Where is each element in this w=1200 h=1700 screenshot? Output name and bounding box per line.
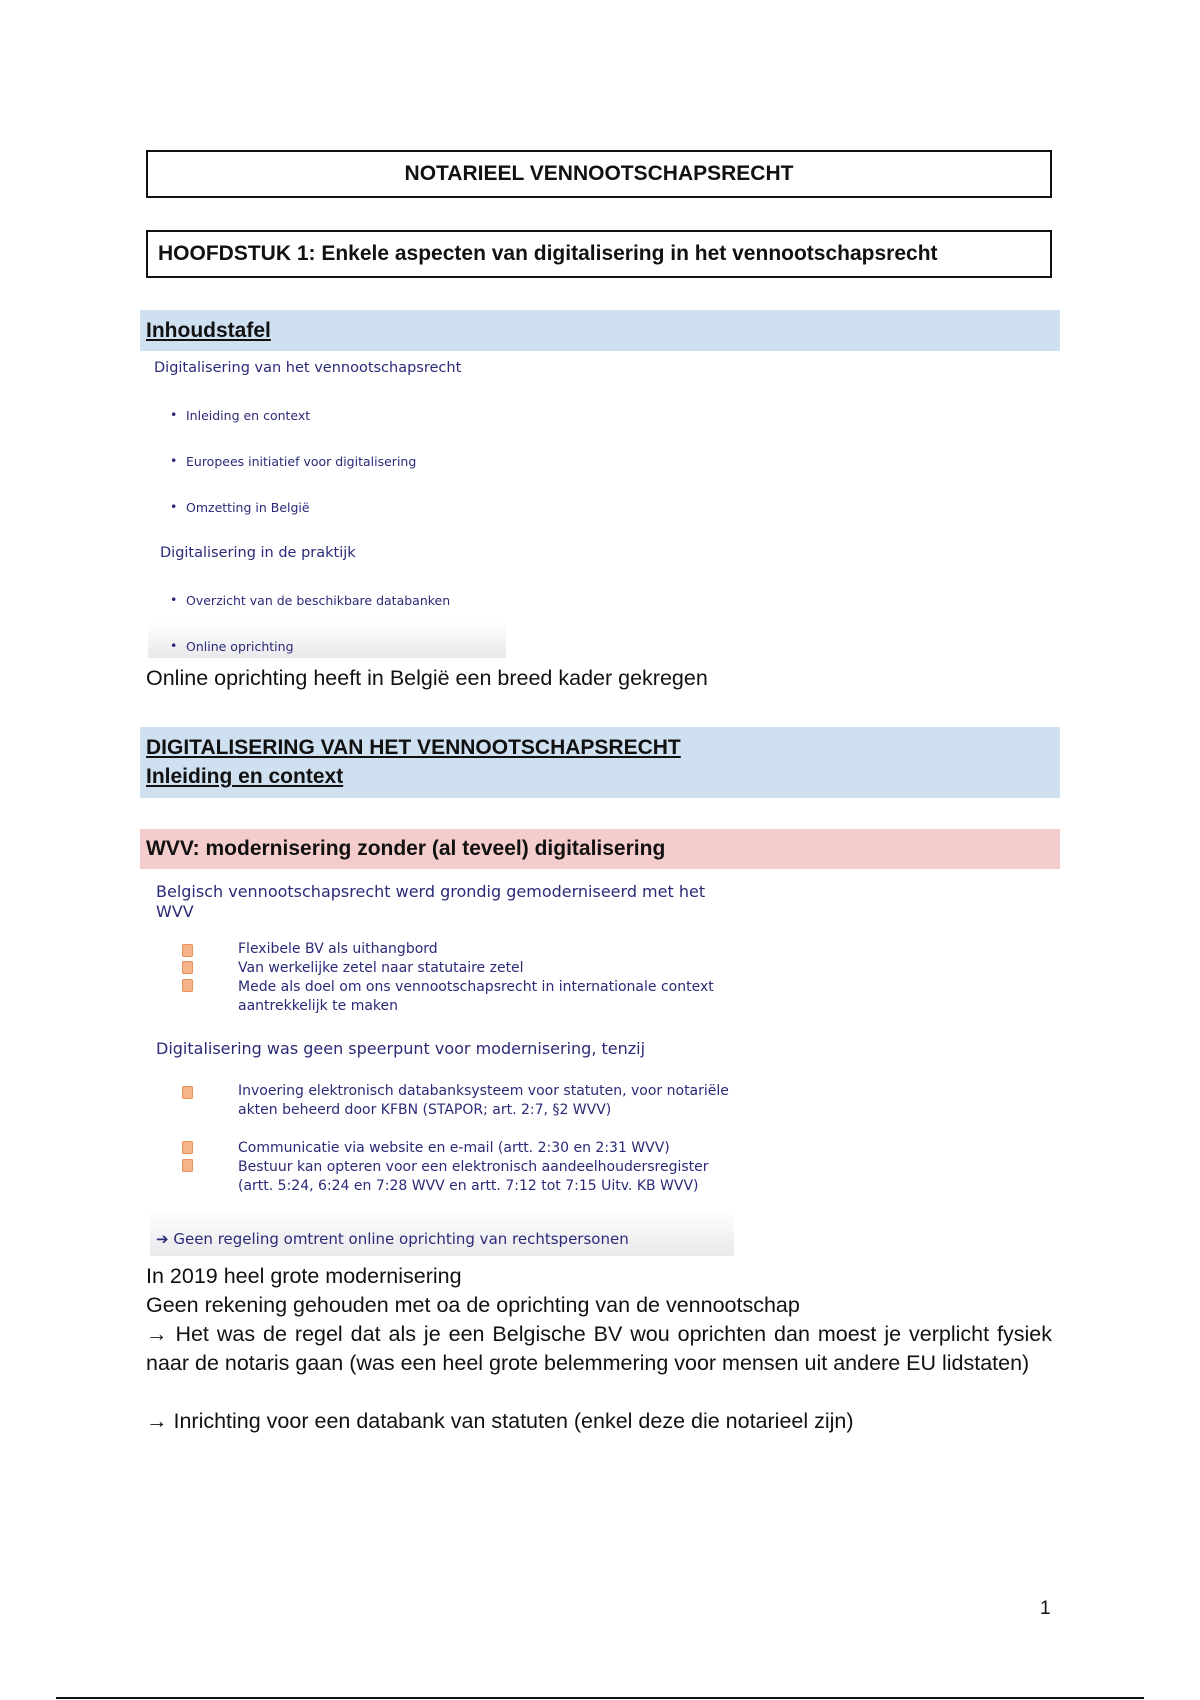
bullet-icon bbox=[182, 944, 193, 957]
slide-conclusion: ➔ Geen regeling omtrent online oprichting van rechtspersonen bbox=[156, 1230, 629, 1248]
section-heading-band bbox=[140, 727, 1060, 798]
slide-point: Van werkelijke zetel naar statutaire zetel bbox=[238, 960, 524, 976]
slide-point: Flexibele BV als uithangbord bbox=[238, 941, 438, 957]
slide-intro-2: Digitalisering was geen speerpunt voor modernisering, tenzij bbox=[156, 1039, 646, 1058]
slide-intro: Belgisch vennootschapsrecht werd grondig gemoderniseerd met het WVV bbox=[156, 882, 706, 921]
paragraph: → Inrichting voor een databank van statuten (enkel deze die notarieel zijn) bbox=[146, 1409, 854, 1433]
wvv-heading-band bbox=[140, 829, 1060, 869]
toc-item: • Inleiding en context bbox=[186, 408, 310, 423]
toc-item: • Online oprichting bbox=[186, 639, 294, 654]
chapter-title: HOOFDSTUK 1: Enkele aspecten van digitalisering in het vennootschapsrecht bbox=[146, 230, 1052, 278]
toc-heading: Inhoudstafel bbox=[146, 319, 271, 342]
toc-slide-image bbox=[148, 352, 506, 658]
bullet-icon bbox=[182, 1141, 193, 1154]
slide-point: Invoering elektronisch databanksysteem voor statuten, voor notariële akten beheerd door KFBN (STAPOR; art. 2:7, §2 WVV) bbox=[238, 1083, 729, 1118]
wvv-slide-image bbox=[150, 872, 734, 1256]
paragraph: → Het was de regel dat als je een Belgische BV wou oprichten dan moest je verplicht fysiek naar de notaris gaan (was een heel grote belemmering voor mensen uit andere EU lidstaten) bbox=[146, 1322, 1052, 1375]
toc-item: Digitalisering in de praktijk bbox=[160, 545, 356, 561]
toc-item: • Omzetting in België bbox=[186, 500, 310, 515]
slide-point: Mede als doel om ons vennootschapsrecht in internationale context aantrekkelijk te maken bbox=[238, 979, 714, 1014]
section-subheading: Inleiding en context bbox=[146, 765, 344, 788]
footer-rule bbox=[56, 1697, 1144, 1699]
section-heading: DIGITALISERING VAN HET VENNOOTSCHAPSRECHT bbox=[146, 736, 681, 759]
bullet-icon bbox=[182, 979, 193, 992]
slide-point: Bestuur kan opteren voor een elektronisch aandeelhoudersregister (artt. 5:24, 6:24 en 7:28 WVV en artt. 7:12 tot 7:15 Uitv. KB WVV) bbox=[238, 1159, 709, 1194]
bullet-icon bbox=[182, 961, 193, 974]
bullet-icon bbox=[182, 1159, 193, 1172]
paragraph: Geen rekening gehouden met oa de oprichting van de vennootschap bbox=[146, 1293, 800, 1317]
bullet-icon bbox=[182, 1086, 193, 1099]
slide-point: Communicatie via website en e-mail (artt. 2:30 en 2:31 WVV) bbox=[238, 1140, 670, 1156]
toc-note: Online oprichting heeft in België een breed kader gekregen bbox=[146, 666, 708, 690]
toc-item: • Overzicht van de beschikbare databanken bbox=[186, 593, 450, 608]
paragraph: In 2019 heel grote modernisering bbox=[146, 1264, 462, 1288]
toc-heading-band bbox=[140, 310, 1060, 351]
toc-item: • Europees initiatief voor digitalisering bbox=[186, 454, 416, 469]
toc-item: Digitalisering van het vennootschapsrecht bbox=[154, 360, 462, 376]
document-title: NOTARIEEL VENNOOTSCHAPSRECHT bbox=[146, 150, 1052, 198]
wvv-heading: WVV: modernisering zonder (al teveel) digitalisering bbox=[146, 837, 666, 860]
page-number: 1 bbox=[1040, 1598, 1051, 1619]
